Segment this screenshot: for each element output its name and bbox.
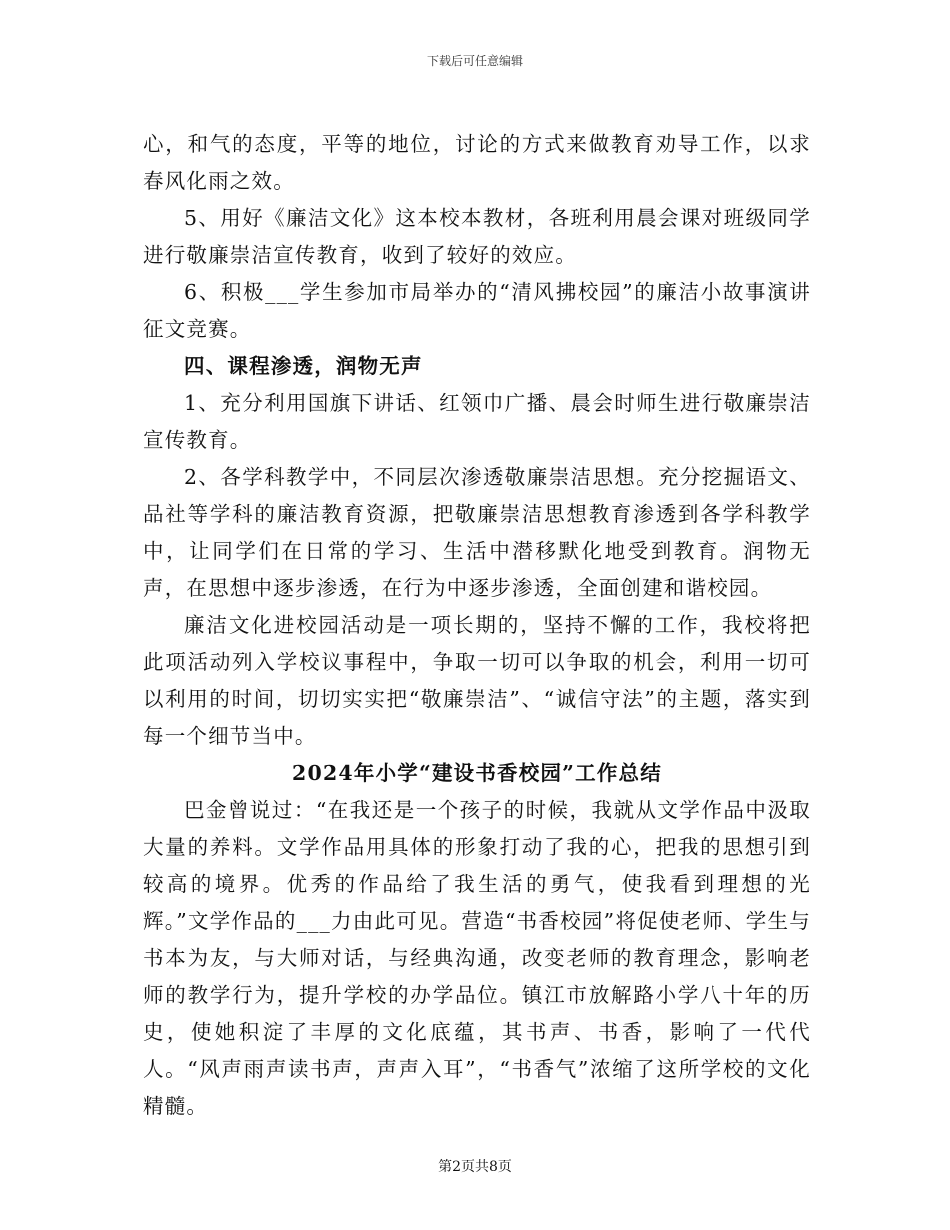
document-body [143,126,811,1125]
paragraph-item-2: 2、各学科教学中，不同层次渗透敬廉崇洁思想。充分挖掘语文、品社等学科的廉洁教育资源，把敬廉崇洁思想教育渗透到各学科教学中，让同学们在日常的学习、生活中潜移默化地受到教育。润物无声，在思想中逐步渗透，在行为中逐步渗透，全面创建和谐校园。 [143,465,811,600]
page-number-footer: 第2页共8页 [438,1159,512,1175]
page-header: 下载后可任意编辑 [426,54,523,68]
paragraph-item-6: 6、积极___学生参加市局举办的“清风拂校园”的廉洁小故事演讲征文竞赛。 [143,280,811,341]
paragraph-item-1: 1、充分利用国旗下讲话、红领巾广播、晨会时师生进行敬廉崇洁宣传教育。 [143,391,811,452]
paragraph-intro: 巴金曾说过：“在我还是一个孩子的时候，我就从文学作品中汲取大量的养料。文学作品用具体的形象打动了我的心，把我的思想引到较高的境界。优秀的作品给了我生活的勇气，使我看到理想的光辉。”文学作品的___力由此可见。营造“书香校园”将促使老师、学生与书本为友，与大师对话，与经典沟通，改变老师的教育理念，影响老师的教学行为，提升学校的办学品位。镇江市放解路小学八十年的历史，使她积淀了丰厚的文化底蕴，其书声、书香，影响了一代代人。“风声雨声读书声，声声入耳”，“书香气”浓缩了这所学校的文化精髓。 [143,798,811,1118]
paragraph-conclusion: 廉洁文化进校园活动是一项长期的，坚持不懈的工作，我校将把此项活动列入学校议事程中，争取一切可以争取的机会，利用一切可以利用的时间，切切实实把“敬廉崇洁”、“诚信守法”的主题，落实到每一个细节当中。 [143,613,811,748]
document-title: 2024年小学“建设书香校园”工作总结 [292,761,662,785]
paragraph-item-5: 5、用好《廉洁文化》这本校本教材，各班利用晨会课对班级同学进行敬廉崇洁宣传教育，收到了较好的效应。 [143,206,811,267]
paragraph-continuation: 心，和气的态度，平等的地位，讨论的方式来做教育劝导工作，以求春风化雨之效。 [143,132,811,193]
section-heading: 四、课程渗透，润物无声 [184,354,423,378]
